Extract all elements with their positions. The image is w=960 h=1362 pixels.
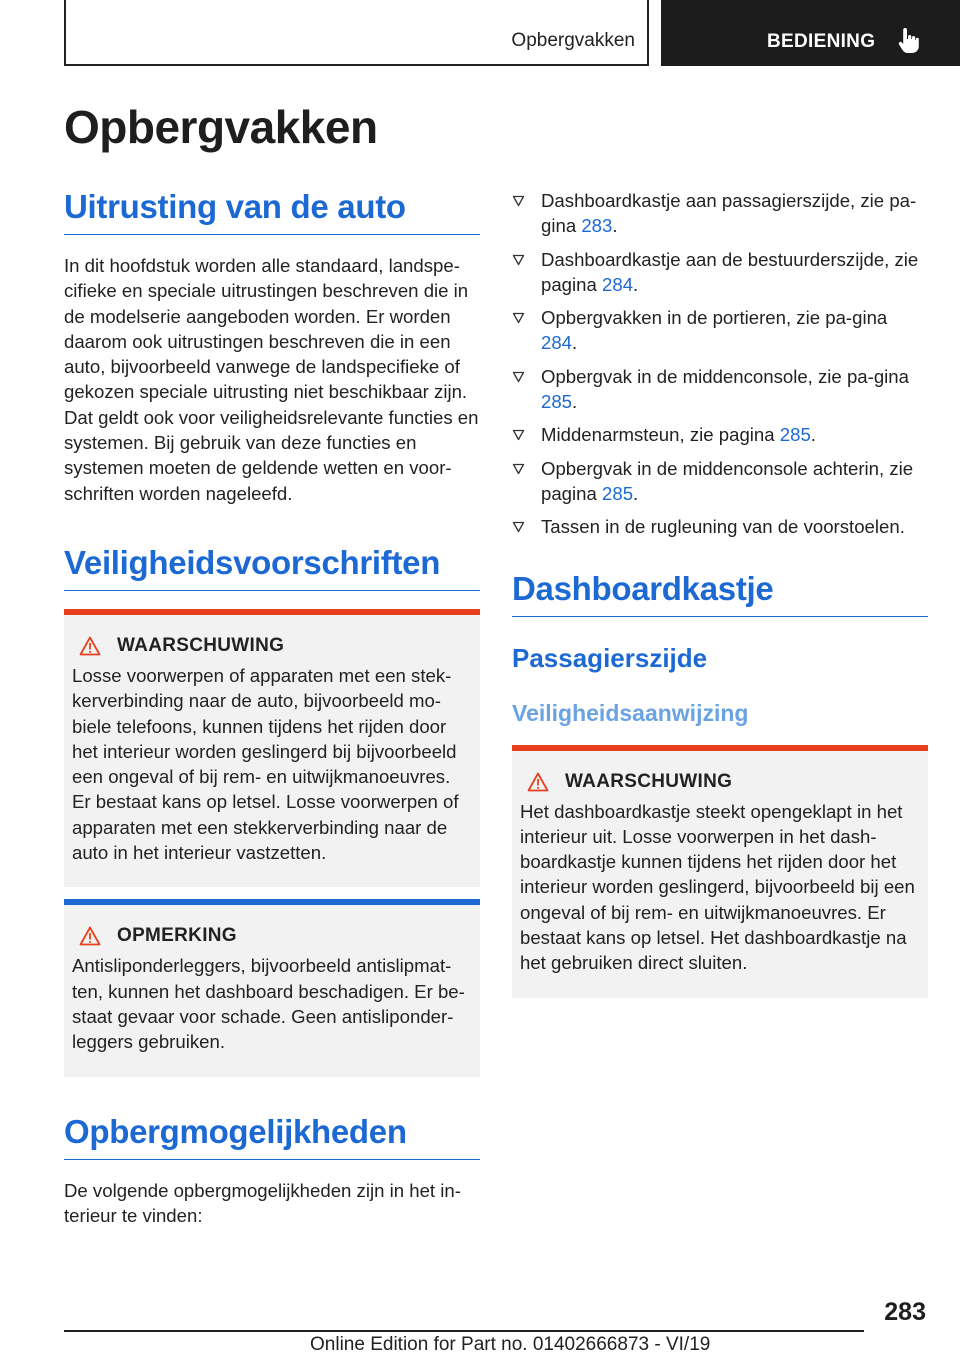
list-item-text: Dashboardkastje aan de bestuurderszijde, zie pagina	[541, 248, 919, 295]
warning-text: Het dashboardkastje steekt opengeklapt in het interieur uit. Losse voorwerpen in het dash-boardkastje kunnen tijdens het rijden door het interieur worden geslingerd, bijvoorbeeld bij een ongeval of bij rem- en uitwijkmanoeuvres. Er bestaat kans op letsel. Het dashboardkastje na het gebruiken direct sluiten.	[520, 800, 915, 974]
warning-triangle-icon	[527, 772, 549, 792]
triangle-bullet-icon	[512, 195, 525, 207]
subsubsection-title-safety-note: Veiligheidsaanwijzing	[512, 699, 749, 726]
triangle-bullet-icon	[512, 521, 525, 533]
section-title-storage: Opbergmogelijkheden	[64, 1113, 480, 1160]
page-number: 283	[884, 1298, 926, 1326]
left-column	[64, 188, 480, 1228]
note-label: OPMERKING	[117, 925, 237, 947]
list-item	[512, 247, 928, 298]
warning-box-glovebox	[512, 745, 928, 998]
list-item	[512, 305, 928, 356]
warning-header	[72, 635, 472, 657]
subsection-title-passenger: Passagierszijde	[512, 642, 708, 673]
list-item-text: Opbergvakken in de portieren, zie pa-gina	[541, 307, 888, 329]
section-tab	[64, 0, 649, 66]
warning-triangle-icon	[79, 636, 101, 656]
list-item	[512, 456, 928, 507]
page-reference-link[interactable]: 285	[541, 391, 573, 413]
list-item-text: Dashboardkastje aan passagierszijde, zie pa-gina	[541, 190, 917, 237]
warning-text: Losse voorwerpen of apparaten met een stek-kerverbinding naar de auto, bijvoorbeeld mo-biele telefoons, kunnen tijdens het rijden door het interieur worden geslingerd bij bijvoorbeeld een ongeval of bij rem- en uitwijkmanoeuvres. Er bestaat kans op letsel. Losse voorwerpen of apparaten met een stekkerverbinding naar de auto in het interieur vastzetten.	[72, 664, 459, 864]
warning-header	[520, 771, 920, 793]
list-item-end: .	[572, 391, 578, 413]
triangle-bullet-icon	[512, 371, 525, 383]
list-item-end: .	[633, 273, 639, 295]
list-item	[512, 514, 928, 539]
page-title: Opbergvakken	[64, 101, 378, 153]
list-item-text: Opbergvak in de middenconsole, zie pa-gina	[541, 365, 909, 387]
list-item-end: .	[572, 332, 578, 354]
warning-label: WAARSCHUWING	[117, 634, 285, 656]
page-reference-link[interactable]: 284	[541, 332, 573, 354]
triangle-bullet-icon	[512, 312, 525, 324]
section-title-equipment: Uitrusting van de auto	[64, 188, 480, 235]
storage-list	[512, 188, 928, 540]
list-item-end: .	[612, 215, 618, 237]
chapter-tab	[661, 0, 960, 66]
page-reference-link[interactable]: 285	[779, 424, 811, 446]
triangle-bullet-icon	[512, 463, 525, 475]
list-item-text: Opbergvak in de middenconsole achterin, zie pagina	[541, 457, 914, 504]
section-title-glovebox: Dashboardkastje	[512, 570, 928, 617]
list-item	[512, 364, 928, 415]
hand-pointer-icon	[897, 26, 921, 56]
list-item-end: .	[810, 424, 816, 446]
list-item-text: Middenarmsteun, zie pagina	[541, 424, 780, 446]
note-box-safety	[64, 899, 480, 1076]
storage-paragraph: De volgende opbergmogelijkheden zijn in het in-terieur te vinden:	[64, 1179, 461, 1226]
footer-edition: Online Edition for Part no. 01402666873 - VI/19	[310, 1334, 711, 1355]
chapter-tab-label: BEDIENING	[767, 31, 876, 52]
warning-triangle-icon	[79, 926, 101, 946]
right-column	[512, 188, 928, 998]
list-item-end: .	[633, 482, 639, 504]
equipment-paragraph: In dit hoofdstuk worden alle standaard, landspe-cifieke en speciale uitrustingen beschreven die in de modelserie aangeboden worden. Er worden daarom ook uitrustingen beschreven die in een auto, bijvoorbeeld vanwege de landspecifieke of gekozen speciale uitrusting niet beschikbaar zijn. Dat geldt ook voor veiligheidsrelevante functies en systemen. Bij gebruik van deze functies en systemen moeten de geldende wetten en voor-schriften worden nageleefd.	[64, 255, 479, 504]
page-reference-link[interactable]: 283	[581, 215, 613, 237]
page-reference-link[interactable]: 285	[602, 482, 634, 504]
warning-box-safety	[64, 609, 480, 887]
footer-divider	[64, 1330, 864, 1332]
note-header	[72, 925, 472, 947]
list-item-text: Tassen in de rugleuning van de voorstoelen.	[541, 516, 905, 538]
triangle-bullet-icon	[512, 254, 525, 266]
note-text: Antisliponderleggers, bijvoorbeeld antislipmat-ten, kunnen het dashboard beschadigen. Er be-staat gevaar voor schade. Geen antisliponder-leggers gebruiken.	[72, 955, 465, 1053]
warning-label: WAARSCHUWING	[565, 770, 733, 792]
page-reference-link[interactable]: 284	[602, 273, 634, 295]
list-item	[512, 188, 928, 239]
triangle-bullet-icon	[512, 429, 525, 441]
section-title-safety: Veiligheidsvoorschriften	[64, 544, 480, 591]
list-item	[512, 422, 928, 447]
section-tab-label: Opbergvakken	[511, 30, 635, 51]
